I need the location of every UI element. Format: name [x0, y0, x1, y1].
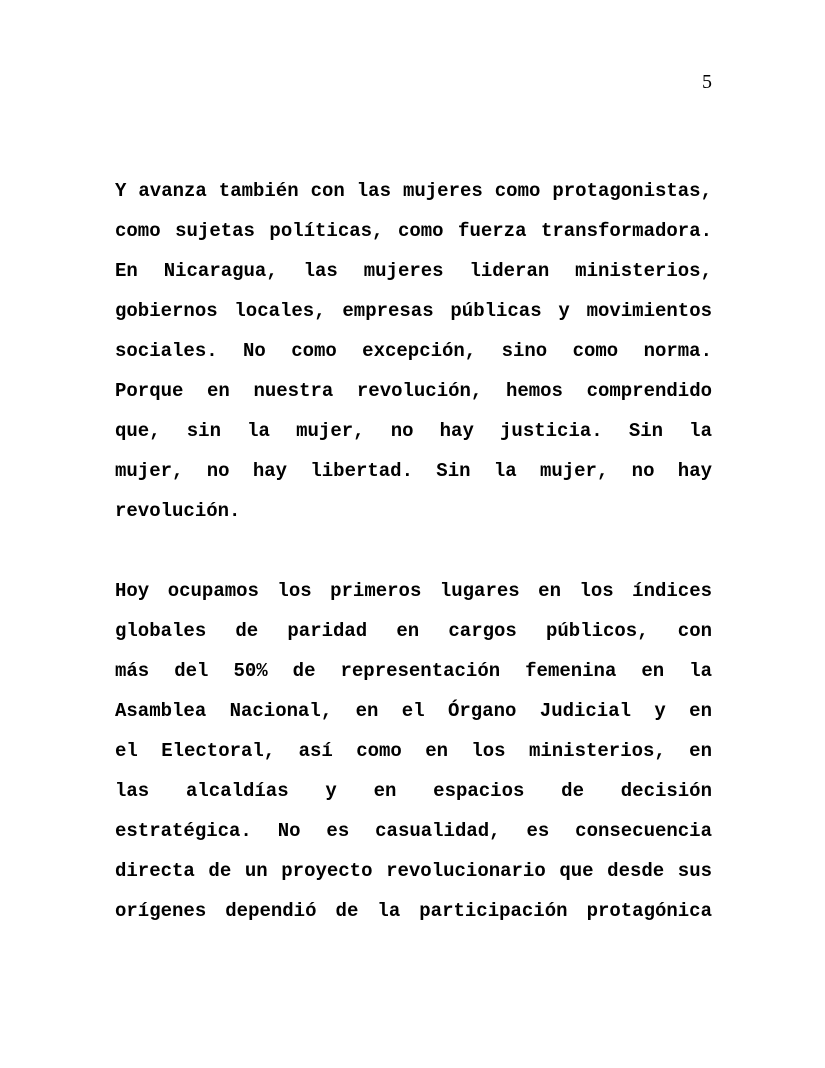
text-line: Y avanza también con las mujeres como protagonistas, [115, 180, 712, 202]
paragraph [115, 571, 712, 931]
text-line: que, sin la mujer, no hay justicia. Sin la [115, 420, 712, 442]
paragraph [115, 171, 712, 531]
text-line: Hoy ocupamos los primeros lugares en los índices [115, 580, 712, 602]
text-line: gobiernos locales, empresas públicas y movimientos [115, 300, 712, 322]
text-line: como sujetas políticas, como fuerza transformadora. [115, 220, 712, 242]
text-line: En Nicaragua, las mujeres lideran ministerios, [115, 260, 712, 282]
text-line: directa de un proyecto revolucionario que desde sus [115, 860, 712, 882]
document-body [115, 171, 712, 931]
page-number: 5 [702, 71, 712, 93]
text-line: orígenes dependió de la participación protagónica [115, 900, 712, 922]
text-line: Porque en nuestra revolución, hemos comprendido [115, 380, 712, 402]
text-line: mujer, no hay libertad. Sin la mujer, no hay [115, 460, 712, 482]
text-line: globales de paridad en cargos públicos, con [115, 620, 712, 642]
text-line: más del 50% de representación femenina en la [115, 660, 712, 682]
text-line: el Electoral, así como en los ministerios, en [115, 740, 712, 762]
text-line: las alcaldías y en espacios de decisión [115, 780, 712, 802]
text-line: sociales. No como excepción, sino como norma. [115, 340, 712, 362]
text-line: Asamblea Nacional, en el Órgano Judicial y en [115, 700, 712, 722]
text-line: revolución. [115, 500, 241, 522]
text-line: estratégica. No es casualidad, es consecuencia [115, 820, 712, 842]
